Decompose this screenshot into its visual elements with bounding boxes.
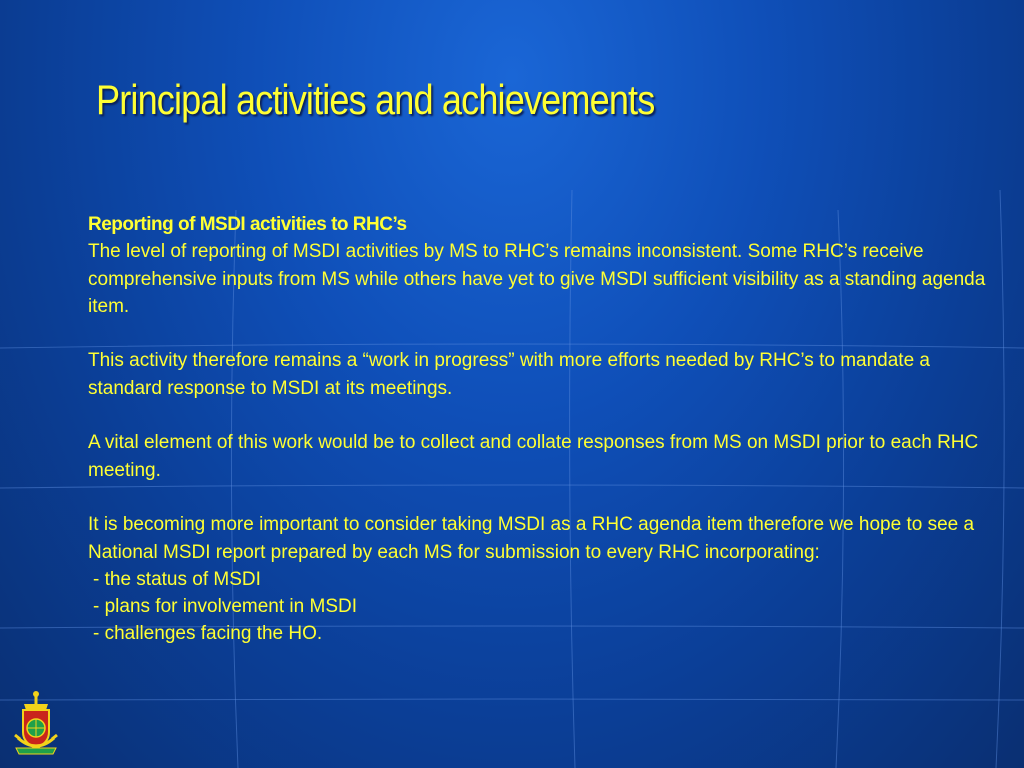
bullet-list xyxy=(88,566,988,648)
bullet-item: - challenges facing the HO. xyxy=(93,623,323,645)
section-heading: Reporting of MSDI activities to RHC’s xyxy=(88,214,407,235)
slide-body xyxy=(88,211,988,648)
slide-title: Principal activities and achievements xyxy=(96,76,655,123)
bullet-item: - plans for involvement in MSDI xyxy=(93,596,357,618)
paragraph: This activity therefore remains a “work in progress” with more efforts needed by RHC’s to mandate a standard response to MSDI at its meetings. xyxy=(88,350,930,399)
paragraph-text: The level of reporting of MSDI activities by MS to RHC’s remains inconsistent. Some RHC’s receive comprehensive inputs from MS while others have yet to give MSDI sufficient visibility as a standing agenda item. xyxy=(88,241,986,317)
iho-emblem-icon xyxy=(10,688,62,758)
first-paragraph xyxy=(88,211,988,320)
bullet-item: - the status of MSDI xyxy=(93,568,261,590)
paragraph: It is becoming more important to consider taking MSDI as a RHC agenda item therefore we hope to see a National MSDI report prepared by each MS for submission to every RHC incorporating: xyxy=(88,514,975,563)
paragraph: A vital element of this work would be to collect and collate responses from MS on MSDI prior to each RHC meeting. xyxy=(88,432,979,481)
